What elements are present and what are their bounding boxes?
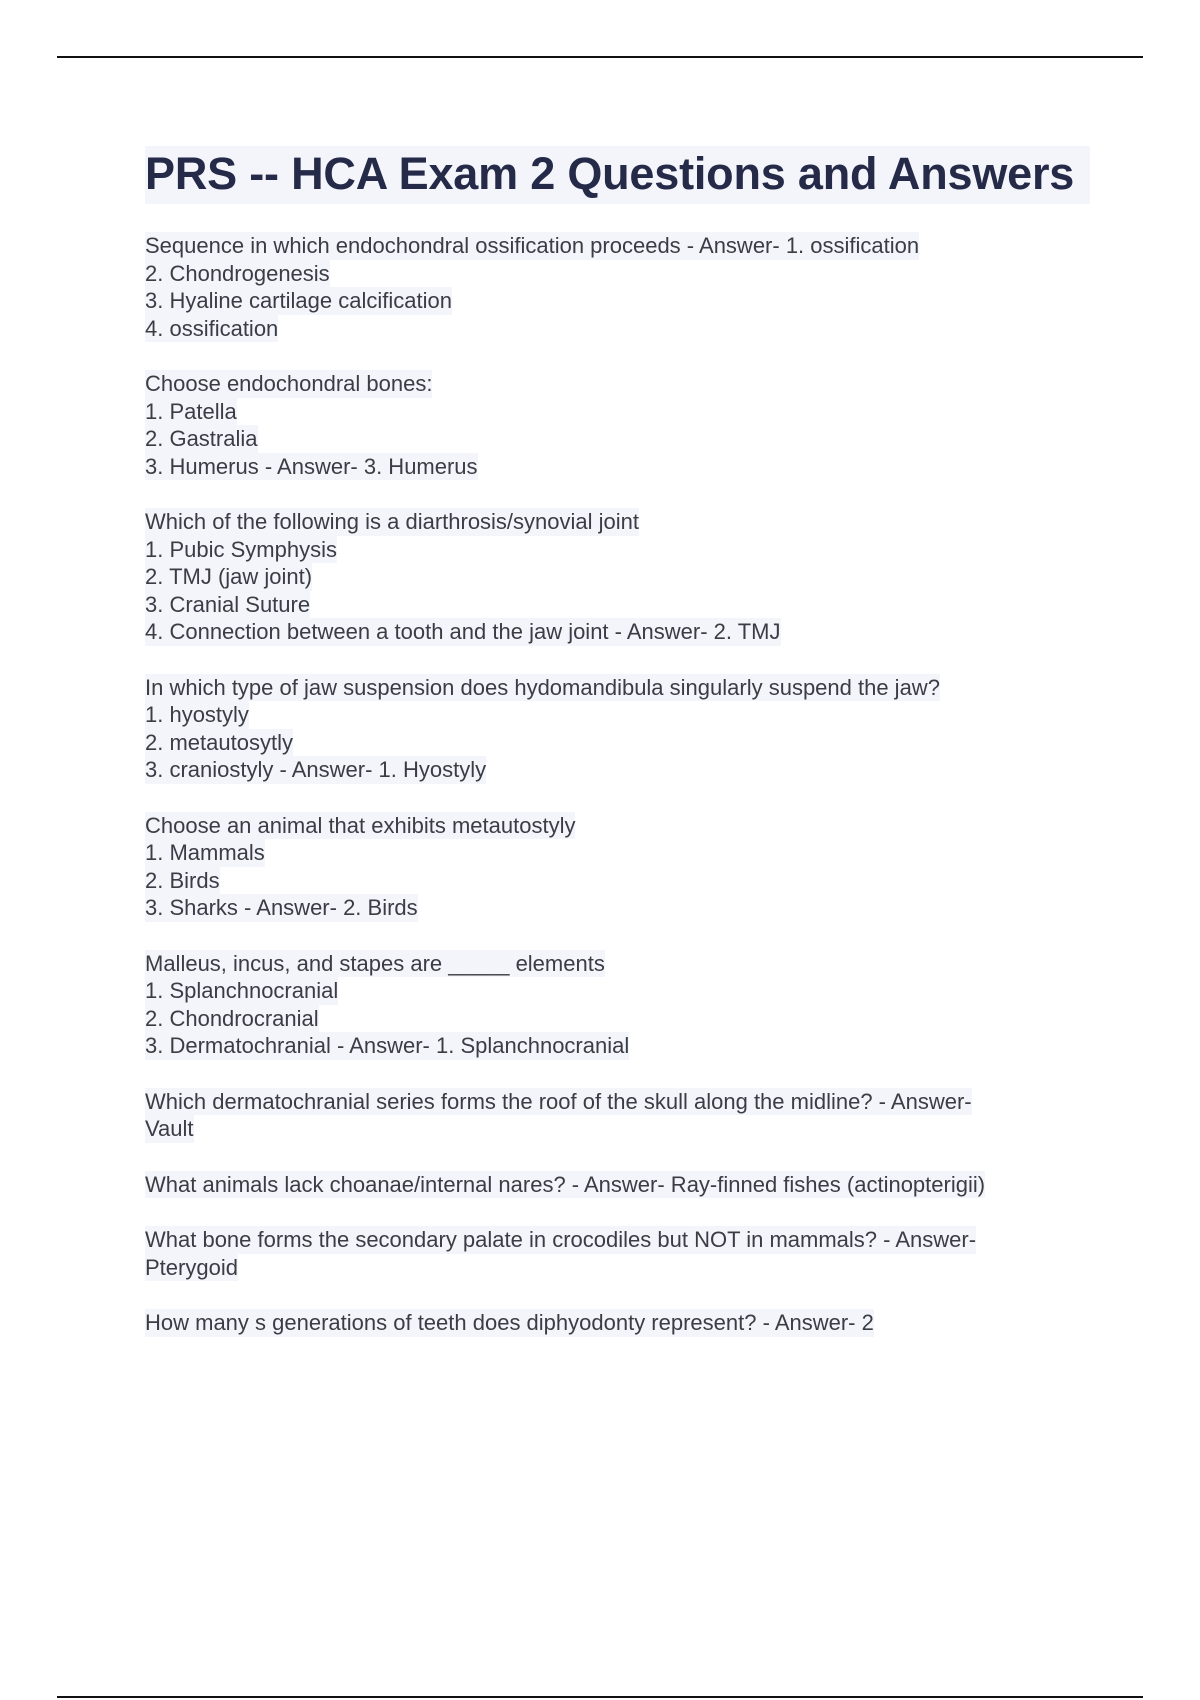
qa-block bbox=[145, 950, 1090, 1060]
question-text: Choose an animal that exhibits metautostyly bbox=[145, 812, 576, 838]
footer-rule bbox=[57, 1696, 1143, 1698]
question-text: What animals lack choanae/internal nares? - Answer- Ray-finned fishes (actinopterigii) bbox=[145, 1171, 986, 1197]
answer-line: 2. metautosytly bbox=[145, 729, 293, 755]
question-text: Choose endochondral bones: bbox=[145, 371, 433, 396]
header-rule bbox=[57, 56, 1143, 58]
question-text: Malleus, incus, and stapes are _____ elements bbox=[145, 950, 605, 976]
answer-line: 3. craniostyly - Answer- 1. Hyostyly bbox=[145, 757, 487, 782]
answer-line: 3. Hyaline cartilage calcification bbox=[145, 288, 452, 313]
answer-line: 2. Chondrogenesis bbox=[145, 260, 330, 286]
question-text: Sequence in which endochondral ossification proceeds - Answer- 1. ossification bbox=[145, 233, 920, 258]
question-text: Which of the following is a diarthrosis/synovial joint bbox=[145, 509, 640, 534]
answer-line: 3. Sharks - Answer- 2. Birds bbox=[145, 895, 418, 920]
document-body bbox=[145, 146, 1090, 1365]
qa-block bbox=[145, 1309, 1090, 1337]
answer-line: 2. Chondrocranial bbox=[145, 1005, 319, 1031]
qa-block bbox=[145, 508, 1090, 646]
question-text: Which dermatochranial series forms the roof of the skull along the midline? - Answer- bbox=[145, 1088, 972, 1114]
qa-list bbox=[145, 232, 1090, 1337]
qa-block bbox=[145, 232, 1090, 342]
answer-line: 3. Humerus - Answer- 3. Humerus bbox=[145, 453, 478, 479]
answer-line: 3. Cranial Suture bbox=[145, 591, 311, 617]
answer-line: 1. Pubic Symphysis bbox=[145, 536, 337, 562]
answer-line: Pterygoid bbox=[145, 1254, 238, 1280]
answer-line: 1. Splanchnocranial bbox=[145, 978, 339, 1003]
answer-line: 2. Gastralia bbox=[145, 426, 258, 451]
qa-block bbox=[145, 1171, 1090, 1199]
page-title: PRS -- HCA Exam 2 Questions and Answers bbox=[145, 148, 1075, 199]
qa-block bbox=[145, 812, 1090, 922]
answer-line: 2. Birds bbox=[145, 867, 220, 893]
answer-line: 1. Patella bbox=[145, 398, 237, 424]
title-block bbox=[145, 146, 1090, 204]
answer-line: 2. TMJ (jaw joint) bbox=[145, 564, 313, 589]
question-text: How many s generations of teeth does diphyodonty represent? - Answer- 2 bbox=[145, 1310, 874, 1335]
qa-block bbox=[145, 1088, 1090, 1143]
answer-line: 1. hyostyly bbox=[145, 702, 249, 727]
qa-block bbox=[145, 674, 1090, 784]
answer-line: 4. ossification bbox=[145, 315, 279, 341]
question-text: In which type of jaw suspension does hydomandibula singularly suspend the jaw? bbox=[145, 674, 940, 700]
answer-line: Vault bbox=[145, 1116, 194, 1141]
answer-line: 1. Mammals bbox=[145, 840, 265, 865]
answer-line: 4. Connection between a tooth and the jaw joint - Answer- 2. TMJ bbox=[145, 619, 781, 644]
answer-line: 3. Dermatochranial - Answer- 1. Splanchnocranial bbox=[145, 1033, 630, 1058]
qa-block bbox=[145, 1226, 1090, 1281]
qa-block bbox=[145, 370, 1090, 480]
question-text: What bone forms the secondary palate in crocodiles but NOT in mammals? - Answer- bbox=[145, 1227, 977, 1252]
